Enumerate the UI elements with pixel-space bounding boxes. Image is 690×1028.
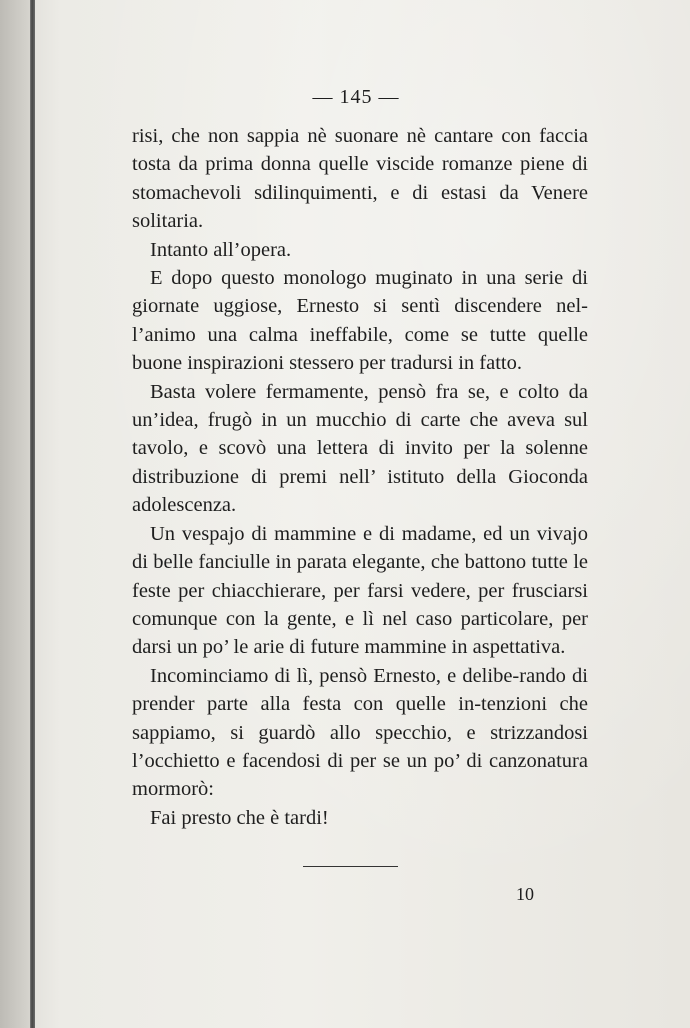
paragraph-7: Fai presto che è tardi! [150,806,329,829]
section-rule [303,866,398,867]
body-text [132,122,588,832]
page-number [0,86,690,109]
paragraph-6: Incominciamo di lì, pensò Ernesto, e delibe-rando di prender parte alla festa con quelle in-tenzioni che sappiamo, si guardò allo specchio, e strizzandosi l’occhietto e facendosi di per se un po’ di canzonatura mormorò: [132,664,588,801]
paragraph-5: Un vespajo di mammine e di madame, ed un vivajo di belle fanciulle in parata elegante, che battono tutte le feste per chiacchierare, per farsi vedere, per frusciarsi comunque con la gente, e lì nel caso particolare, per darsi un po’ le arie di future mammine in aspettativa. [132,522,588,659]
paragraph-3: E dopo questo monologo muginato in una serie di giornate uggiose, Ernesto si sentì discendere nel-l’animo una calma ineffabile, come se tutte quelle buone inspirazioni stessero per tradursi in fatto. [132,267,588,375]
page-number-text: — 145 — [312,86,400,108]
signature-mark: 10 [516,884,534,904]
binding-edge [30,0,35,1028]
paragraph-1: risi, che non sappia nè suonare nè cantare con faccia tosta da prima donna quelle viscide romanze piene di stomachevoli sdilinquimenti, e di estasi da Venere solitaria. [132,125,588,233]
paragraph-2: Intanto all’opera. [150,238,292,261]
binding-shadow [0,0,30,1028]
paragraph-4: Basta volere fermamente, pensò fra se, e colto da un’idea, frugò in un mucchio di carte che aveva sul tavolo, e scovò una lettera di invito per la solenne distribuzione di premi nell’ istituto della Gioconda adolescenza. [132,380,588,517]
